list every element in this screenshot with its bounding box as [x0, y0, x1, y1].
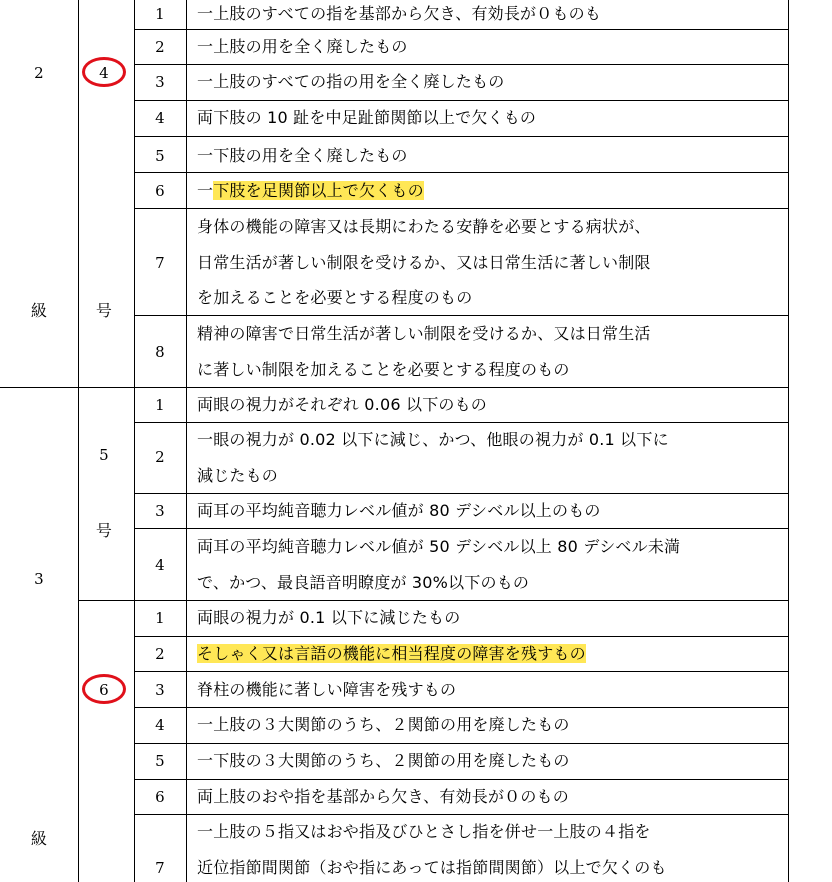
row-rule — [134, 493, 789, 494]
row-rule — [134, 528, 789, 529]
item-text: 一上肢の５指又はおや指及びひとさし指を併せ一上肢の４指を — [197, 822, 651, 841]
item-text: 両下肢の 10 趾を中足趾節関節以上で欠くもの — [197, 108, 537, 127]
item-text: 日常生活が著しい制限を受けるか、又は日常生活に著しい制限 — [197, 253, 651, 272]
grade-3-unit: 級 — [30, 829, 48, 848]
row-rule — [134, 172, 789, 173]
item-number: 5 — [155, 147, 165, 165]
item-text: 一上肢の用を全く廃したもの — [197, 37, 408, 56]
item-number: 3 — [155, 681, 165, 699]
row-rule — [134, 779, 789, 780]
row-rule — [134, 707, 789, 708]
group-4-number: 4 — [99, 64, 109, 82]
item-number: 8 — [155, 343, 165, 361]
group-4-unit: 号 — [95, 301, 113, 320]
item-text: 両眼の視力が 0.1 以下に減じたもの — [197, 608, 461, 627]
item-number: 1 — [155, 396, 165, 414]
group-6-number: 6 — [99, 681, 109, 699]
row-rule — [134, 136, 789, 137]
item-number: 4 — [155, 556, 165, 574]
item-number: 2 — [155, 38, 165, 56]
item-text: 一上肢のすべての指の用を全く廃したもの — [197, 72, 505, 91]
highlighted-text: 下肢を足関節以上で欠くもの — [213, 181, 424, 200]
item-number: 4 — [155, 109, 165, 127]
highlighted-text: そしゃく又は言語の機能に相当程度の障害を残すもの — [197, 644, 586, 663]
group-5-unit: 号 — [95, 521, 113, 540]
grade-2-unit: 級 — [30, 301, 48, 320]
item-number: 4 — [155, 716, 165, 734]
item-text: 脊柱の機能に著しい障害を残すもの — [197, 680, 457, 699]
item-text: 精神の障害で日常生活が著しい制限を受けるか、又は日常生活 — [197, 324, 651, 343]
item-text: 両耳の平均純音聴力レベル値が 80 デシベル以上のもの — [197, 501, 601, 520]
column-rule — [134, 0, 135, 882]
group-6-circle-mark — [82, 674, 126, 704]
row-rule — [134, 64, 789, 65]
item-text: 一下肢の３大関節のうち、２関節の用を廃したもの — [197, 751, 570, 770]
item-number: 1 — [155, 609, 165, 627]
item-number: 2 — [155, 645, 165, 663]
item-text: 一眼の視力が 0.02 以下に減じ、かつ、他眼の視力が 0.1 以下に — [197, 430, 669, 449]
item-text: 一上肢のすべての指を基部から欠き、有効長が０ものも — [197, 4, 602, 23]
row-rule — [134, 814, 789, 815]
row-rule — [134, 636, 789, 637]
column-rule — [78, 0, 79, 882]
item-text: 両眼の視力がそれぞれ 0.06 以下のもの — [197, 395, 487, 414]
item-text: 両上肢のおや指を基部から欠き、有効長が０のもの — [197, 787, 569, 806]
item-text: を加えることを必要とする程度のもの — [197, 288, 473, 307]
group-4-circle-mark — [82, 57, 126, 87]
column-rule — [186, 0, 187, 882]
grade-2-number: 2 — [34, 64, 44, 82]
item-number: 5 — [155, 752, 165, 770]
item-text: 減じたもの — [197, 466, 279, 485]
item-text: 一下肢を足関節以上で欠くもの — [197, 181, 424, 200]
item-number: 7 — [155, 859, 165, 877]
row-rule — [134, 100, 789, 101]
item-number: 3 — [155, 502, 165, 520]
row-rule — [134, 315, 789, 316]
item-text: 一上肢の３大関節のうち、２関節の用を廃したもの — [197, 715, 570, 734]
grade-rule — [0, 387, 789, 388]
item-text: に著しい制限を加えることを必要とする程度のもの — [197, 360, 570, 379]
item-text — [197, 645, 586, 663]
grade-3-number: 3 — [34, 570, 44, 588]
row-rule — [134, 29, 789, 30]
row-rule — [134, 671, 789, 672]
group-rule — [78, 600, 789, 601]
row-rule — [134, 743, 789, 744]
item-number: 2 — [155, 448, 165, 466]
item-text: 一下肢の用を全く廃したもの — [197, 146, 408, 165]
column-rule — [788, 0, 789, 882]
item-text: 近位指節間関節（おや指にあっては指節間関節）以上で欠くのも — [197, 858, 667, 877]
item-number: 3 — [155, 73, 165, 91]
row-rule — [134, 422, 789, 423]
item-number: 7 — [155, 254, 165, 272]
item-text: 両耳の平均純音聴力レベル値が 50 デシベル以上 80 デシベル未満 — [197, 537, 681, 556]
item-text: 身体の機能の障害又は長期にわたる安静を必要とする病状が、 — [197, 217, 651, 236]
row-rule — [134, 208, 789, 209]
item-number: 6 — [155, 182, 165, 200]
group-5-number: 5 — [99, 446, 109, 464]
item-number: 6 — [155, 788, 165, 806]
item-number: 1 — [155, 5, 165, 23]
item-text: で、かつ、最良語音明瞭度が 30%以下のもの — [197, 573, 530, 592]
